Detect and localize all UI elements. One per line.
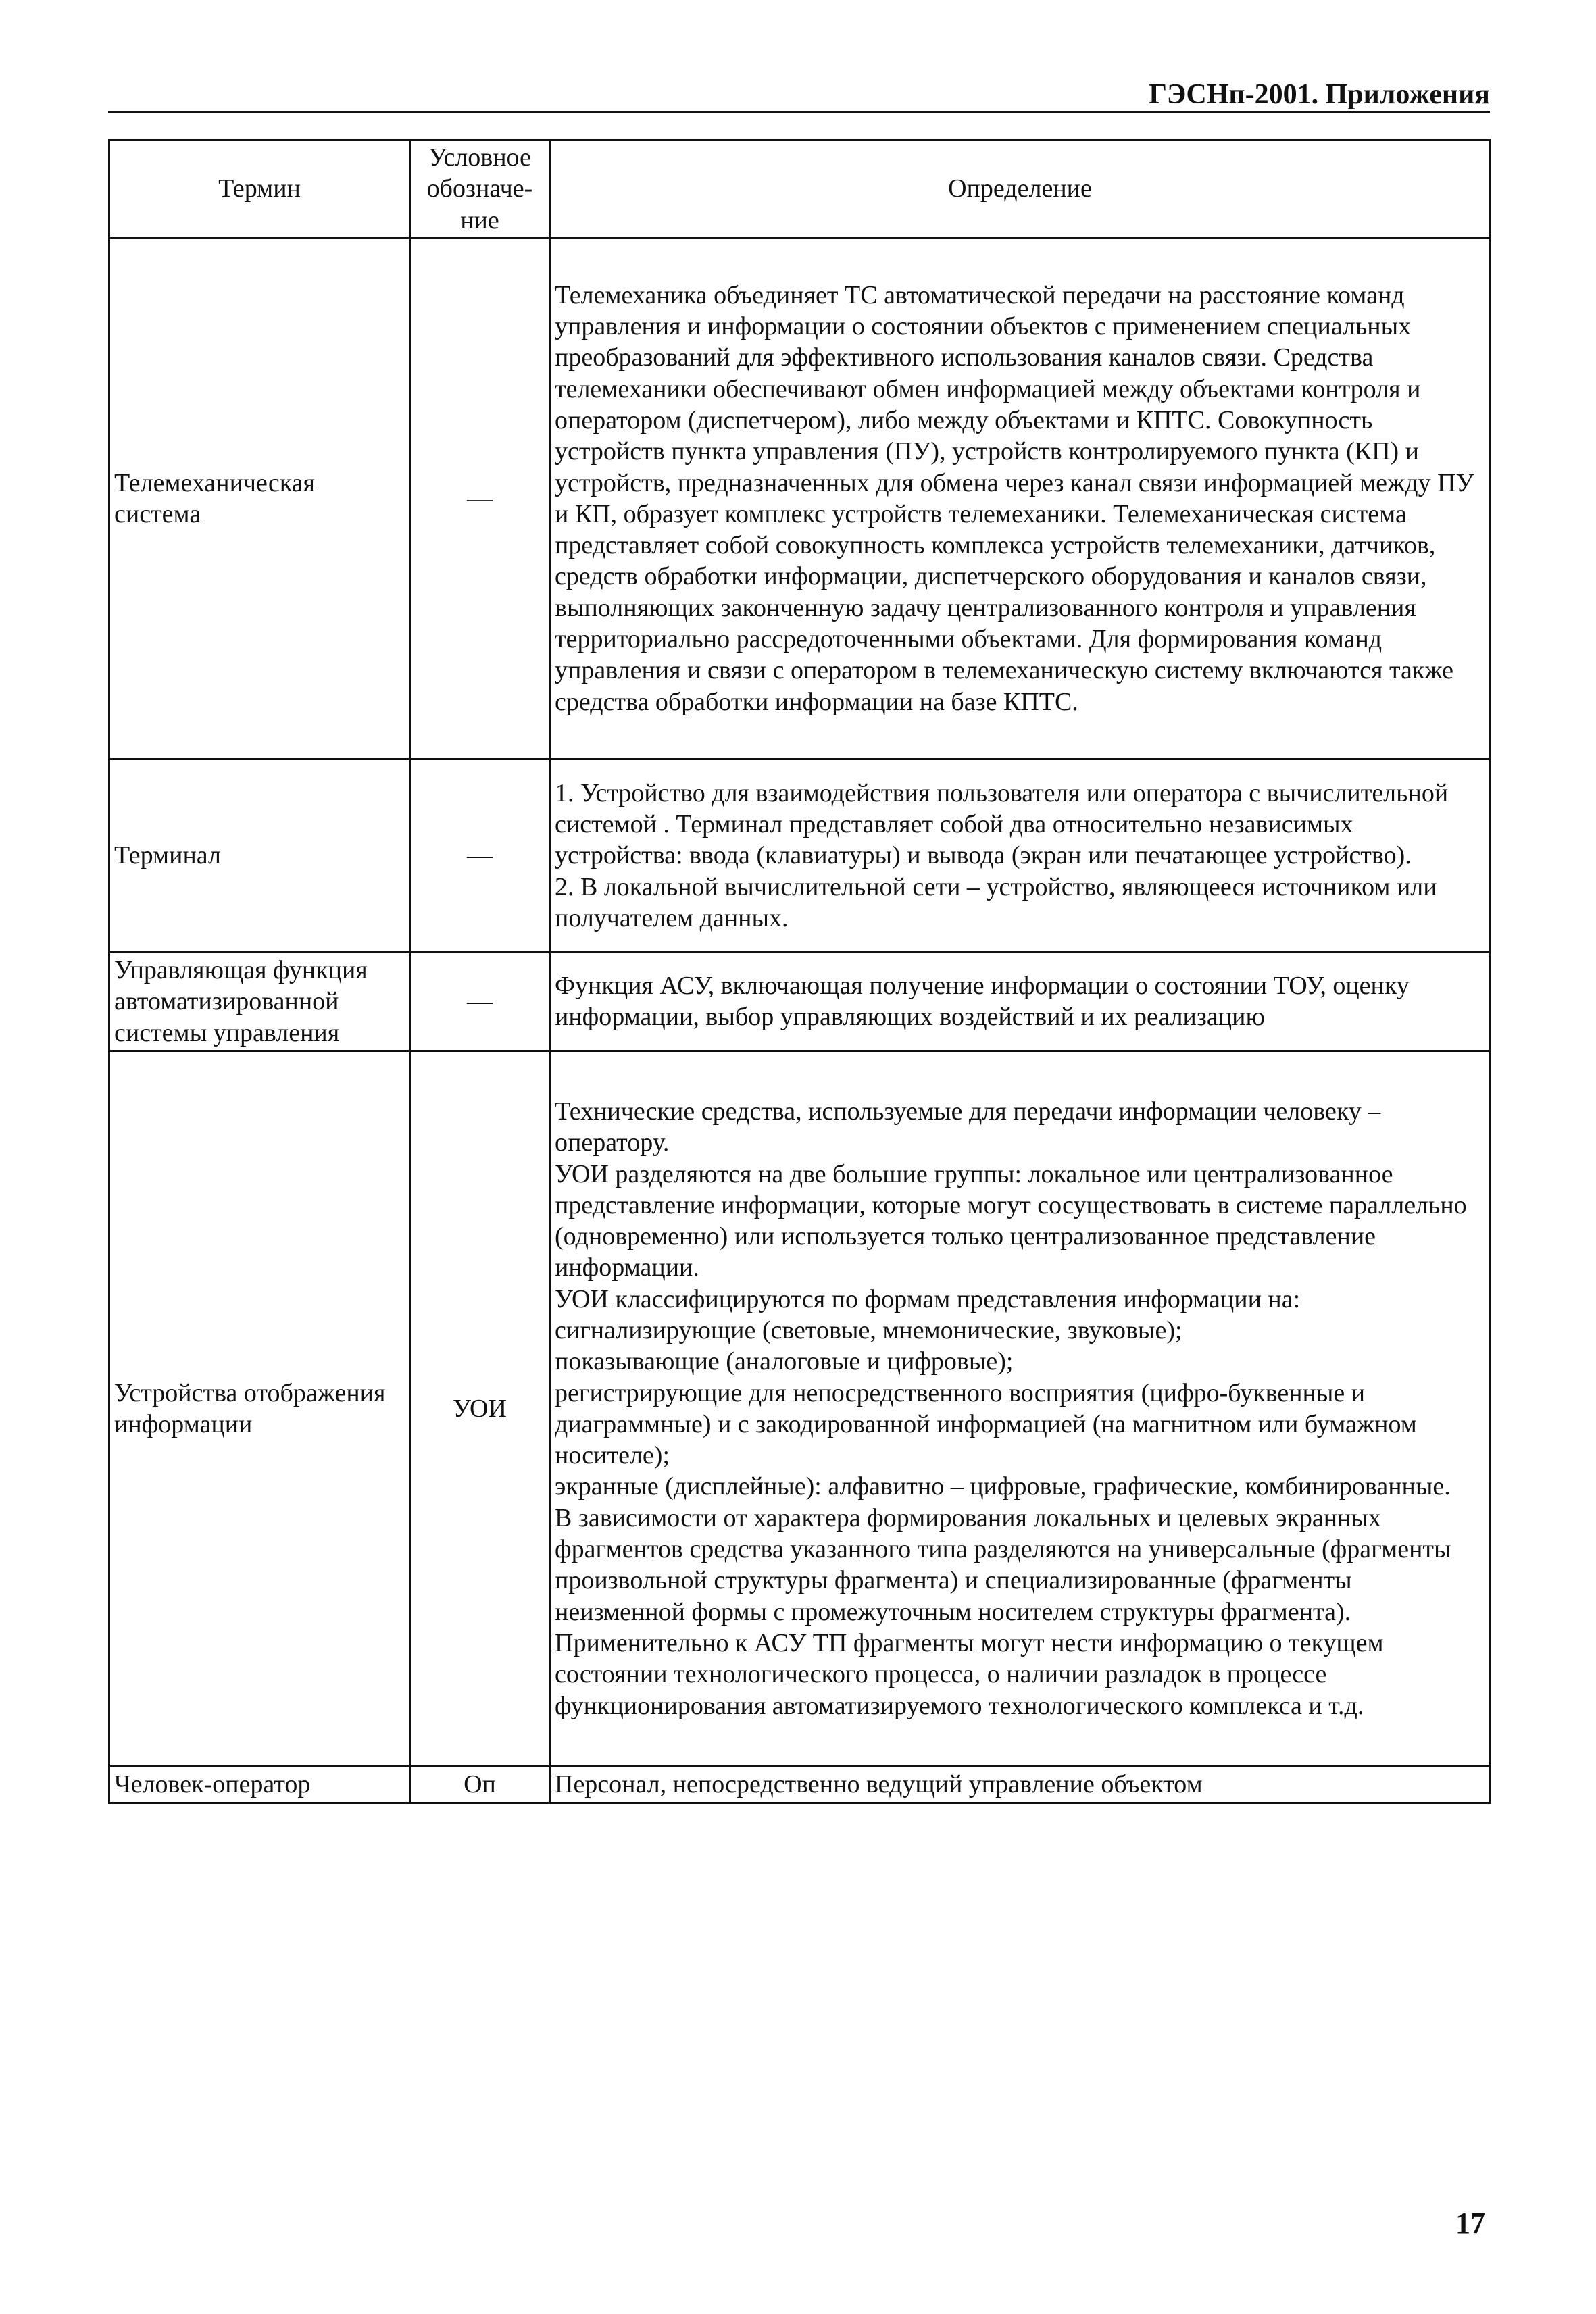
definition-paragraph: УОИ разделяются на две большие группы: локальное или централизованное представление информации, которые могут сосуществовать в системе параллельно (одновременно) или используется только централизованное представление информации.	[555, 1159, 1467, 1282]
term-cell: Телемеханическая система	[109, 238, 410, 759]
definition-cell	[550, 952, 1491, 1051]
definition-paragraph: В зависимости от характера формирования локальных и целевых экранных фрагментов средства указанного типа разделяются на универсальные (фрагменты произвольной структуры фрагмента) и специализированные (фрагменты неизменной формы с промежуточным носителем структуры фрагмента).	[555, 1503, 1451, 1626]
term-cell: Человек-оператор	[109, 1766, 410, 1803]
definition-cell	[550, 1051, 1491, 1766]
definition-paragraph: сигнализирующие (световые, мнемонические, звуковые);	[555, 1316, 1182, 1344]
terms-table	[108, 139, 1491, 1804]
column-header-definition: Определение	[550, 140, 1491, 238]
definition-paragraph: регистрирующие для непосредственного восприятия (цифро-буквенные и диаграммные) и с закодированной информацией (на магнитном или бумажном носителе);	[555, 1378, 1417, 1470]
definition-paragraph: Технические средства, используемые для передачи информации человеку – оператору.	[555, 1097, 1381, 1157]
definition-cell	[550, 238, 1491, 759]
definition-paragraph: экранные (дисплейные): алфавитно – цифровые, графические, комбинированные.	[555, 1472, 1451, 1501]
table-row	[109, 1051, 1491, 1766]
page-number: 17	[1455, 2207, 1485, 2240]
table-row	[109, 238, 1491, 759]
definition-cell	[550, 759, 1491, 952]
definition-paragraph: показывающие (аналоговые и цифровые);	[555, 1347, 1014, 1376]
term-cell: Устройства отображения информации	[109, 1051, 410, 1766]
definition-paragraph: Телемеханика объединяет ТС автоматической передачи на расстояние команд управления и информации о состоянии объектов с применением специальных преобразований для эффективного использования каналов связи. Средства телемеханики обеспечивают обмен информацией между объектами контроля и оператором (диспетчером), либо между объектами и КПТС. Совокупность устройств пункта управления (ПУ), устройств контролируемого пункта (КП) и устройств, предназначенных для обмена через канал связи информацией между ПУ и КП, образует комплекс устройств телемеханики. Телемеханическая система представляет собой совокупность комплекса устройств телемеханики, датчиков, средств обработки информации, диспетчерского оборудования и каналов связи, выполняющих законченную задачу централизованного контроля и управления территориально рассредоточенными объектами. Для формирования команд управления и связи с оператором в телемеханическую систему включаются также средства обработки информации на базе КПТС.	[555, 280, 1474, 716]
table-row	[109, 952, 1491, 1051]
column-header-term: Термин	[109, 140, 410, 238]
symbol-cell: Оп	[410, 1766, 550, 1803]
symbol-cell: —	[410, 759, 550, 952]
symbol-cell: —	[410, 952, 550, 1051]
table-header-row	[109, 140, 1491, 238]
page-header	[108, 76, 1490, 113]
definition-paragraph: 2. В локальной вычислительной сети – устройство, являющееся источником или получателем данных.	[555, 872, 1437, 932]
definition-paragraph: 1. Устройство для взаимодействия пользователя или оператора с вычислительной системой . Терминал представляет собой два относительно независимых устройства: ввода (клавиатуры) и вывода (экран или печатающее устройство).	[555, 778, 1449, 870]
term-cell: Терминал	[109, 759, 410, 952]
definition-paragraph: Применительно к АСУ ТП фрагменты могут нести информацию о текущем состоянии технологического процесса, о наличии разладок в процессе функционирования автоматизируемого технологического комплекса и т.д.	[555, 1628, 1384, 1720]
symbol-cell: УОИ	[410, 1051, 550, 1766]
table-row	[109, 759, 1491, 952]
definition-paragraph: Персонал, непосредственно ведущий управление объектом	[555, 1770, 1203, 1799]
table-row	[109, 1766, 1491, 1803]
symbol-cell: —	[410, 238, 550, 759]
column-header-symbol: Условное обозначе-ние	[410, 140, 550, 238]
definition-paragraph: Функция АСУ, включающая получение информации о состоянии ТОУ, оценку информации, выбор управляющих воздействий и их реализацию	[555, 972, 1410, 1032]
header-title: ГЭСНп-2001. Приложения	[1149, 79, 1490, 110]
definition-cell	[550, 1766, 1491, 1803]
definition-paragraph: УОИ классифицируются по формам представления информации на:	[555, 1284, 1301, 1313]
term-cell: Управляющая функция автоматизированной системы управления	[109, 952, 410, 1051]
